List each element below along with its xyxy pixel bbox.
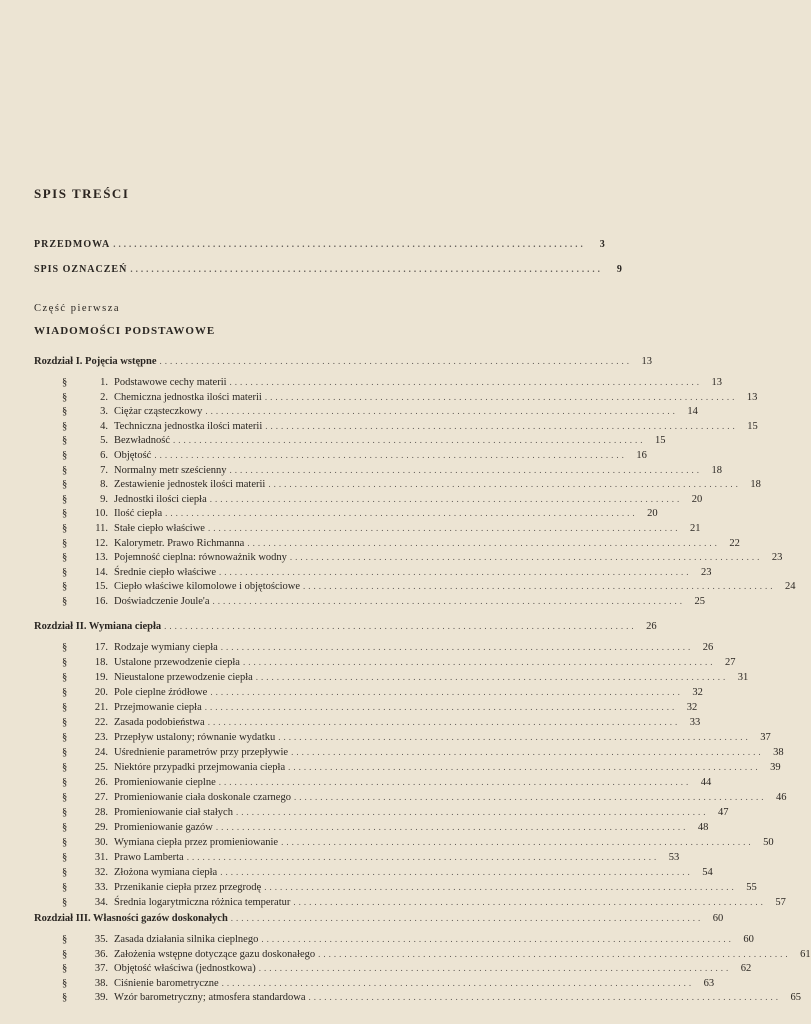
section-row [62,434,666,447]
section-number: 10. [94,508,108,519]
section-symbol: § [62,867,68,878]
section-title: Ustalone przewodzenie ciepła [114,657,240,668]
section-number: 14. [94,567,108,578]
section-label [62,686,210,699]
leader-dots: .......................................................................................... [264,882,737,892]
leader-dots: .......................................................................................... [303,581,776,591]
section-page: 47 [717,807,729,818]
section-number: 30. [94,837,108,848]
leader-dots: .......................................................................................... [220,867,693,877]
section-label [62,566,219,579]
leader-dots: .......................................................................................... [247,538,720,548]
section-row [62,391,758,404]
section-page: 62 [740,963,752,974]
section-number: 12. [94,538,108,549]
section-number: 37. [94,963,108,974]
leader-dots: .......................................................................................... [212,596,685,606]
section-symbol: § [62,702,68,713]
entry-label: SPIS OZNACZEŃ [34,264,128,275]
section-number: 19. [94,672,108,683]
section-symbol: § [62,807,68,818]
section-symbol: § [62,596,68,607]
section-label [62,761,288,774]
section-title: Niektóre przypadki przejmowania ciepła [114,762,286,773]
section-number: 29. [94,822,108,833]
section-symbol: § [62,687,68,698]
section-row [62,580,796,593]
chapter-label: Rozdział III. Własności gazów doskonałych [34,913,228,924]
leader-dots: .......................................................................................... [265,421,738,431]
section-row [62,866,713,879]
leader-dots: .......................................................................................... [289,552,763,562]
section-label [62,376,230,389]
section-label [62,580,303,593]
leader-dots: .......................................................................................... [258,963,732,973]
section-row [62,507,658,520]
section-page: 13 [746,392,758,403]
section-label [62,836,281,849]
section-page: 55 [746,882,757,893]
section-page: 27 [724,657,736,668]
section-label [62,391,265,404]
section-label [62,933,261,946]
section-row [62,896,786,909]
entry-page: 3 [599,239,606,250]
section-page: 57 [775,897,786,908]
section-page: 38 [773,747,784,758]
section-title: Rodzaje wymiany ciepła [114,642,218,653]
section-number: 5. [100,435,108,446]
section-label [62,948,318,961]
section-symbol: § [62,717,68,728]
section-symbol: § [62,822,68,833]
leader-dots: .......................................................................................... [113,239,586,249]
leader-dots: .......................................................................................... [281,837,754,847]
section-page: 44 [700,777,712,788]
section-row [62,716,701,729]
section-row [62,566,712,579]
leader-dots: .......................................................................................... [209,494,683,504]
section-row [62,731,771,744]
section-title: Objętość [114,450,152,461]
section-symbol: § [62,762,68,773]
page-title: SPIS TREŚCI [34,186,130,201]
section-page: 22 [729,538,740,549]
section-row [62,449,647,462]
section-symbol: § [62,494,68,505]
section-row [62,791,787,804]
section-title: Średnia logarytmiczna różnica temperatur [114,897,291,908]
section-symbol: § [62,963,68,974]
section-label [62,977,222,990]
section-symbol: § [62,450,68,461]
section-title: Objętość właściwa (jednostkowa) [114,963,256,974]
section-symbol: § [62,657,68,668]
section-label [62,866,220,879]
section-page: 61 [800,949,811,960]
section-number: 9. [100,494,108,505]
leader-dots: .......................................................................................... [261,934,734,944]
section-row [62,551,783,564]
leader-dots: .......................................................................................... [130,264,603,274]
section-title: Przepływ ustalony; równanie wydatku [114,732,276,743]
chapter-row [34,355,652,368]
section-page: 46 [775,792,787,803]
section-row [62,948,811,961]
section-label [62,821,216,834]
section-label [62,791,294,804]
section-title: Techniczna jednostka ilości materii [114,421,263,432]
section-label [62,881,264,894]
section-number: 22. [94,717,108,728]
part-label: Część pierwsza [34,303,121,314]
section-number: 2. [100,392,108,403]
section-page: 24 [785,581,796,592]
section-title: Ciepło właściwe kilomolowe i objętościowe [114,581,301,592]
section-number: 35. [94,934,108,945]
section-page: 16 [636,450,647,461]
section-symbol: § [62,852,68,863]
leader-dots: .......................................................................................... [220,642,694,652]
section-label [62,537,247,550]
chapter-page: 60 [712,913,724,924]
section-symbol: § [62,508,68,519]
chapter-label: Rozdział II. Wymiana ciepła [34,621,162,632]
section-symbol: § [62,465,68,476]
section-page: 23 [701,567,712,578]
section-page: 18 [750,479,761,490]
section-title: Podstawowe cechy materii [114,377,227,388]
section-page: 39 [770,762,781,773]
section-number: 28. [94,807,108,818]
section-row [62,641,714,654]
section-symbol: § [62,672,68,683]
section-number: 31. [94,852,108,863]
section-title: Jednostki ilości ciepła [114,494,207,505]
section-number: 33. [94,882,108,893]
section-number: 20. [94,687,108,698]
section-number: 21. [94,702,108,713]
leader-dots: .......................................................................................... [204,702,678,712]
section-label [62,464,230,477]
section-label [62,746,291,759]
chapter-label: Rozdział I. Pojęcia wstępne [34,356,157,367]
section-title: Założenia wstępne dotyczące gazu doskonałego [114,949,316,960]
section-page: 25 [694,596,705,607]
section-number: 3. [100,406,108,417]
section-row [62,821,709,834]
section-symbol: § [62,421,68,432]
section-page: 20 [691,494,703,505]
section-row [62,962,752,975]
leader-dots: .......................................................................................... [229,465,703,475]
section-title: Promieniowanie ciała doskonale czarnego [114,792,291,803]
section-label [62,522,208,535]
leader-dots: .......................................................................................... [278,732,751,742]
section-number: 38. [94,978,108,989]
section-title: Przenikanie ciepła przez przegrodę [114,882,262,893]
section-label [62,701,205,714]
leader-dots: .......................................................................................... [154,450,627,460]
section-label [62,851,187,864]
section-label [62,991,309,1004]
section-row [62,806,729,819]
section-page: 37 [760,732,771,743]
section-symbol: § [62,747,68,758]
section-symbol: § [62,949,68,960]
entry-page: 9 [616,264,623,275]
leader-dots: .......................................................................................... [219,567,692,577]
section-label [62,449,154,462]
section-row [62,405,698,418]
section-label [62,551,290,564]
section-symbol: § [62,792,68,803]
leader-dots: .......................................................................................... [164,621,637,631]
section-page: 31 [737,672,749,683]
section-symbol: § [62,392,68,403]
section-row [62,977,715,990]
leader-dots: .......................................................................................... [288,762,761,772]
leader-dots: .......................................................................................... [165,508,638,518]
leader-dots: .......................................................................................... [172,435,646,445]
section-symbol: § [62,377,68,388]
section-number: 15. [94,581,108,592]
section-row [62,836,774,849]
section-title: Wzór barometryczny; atmosfera standardowa [114,992,306,1003]
section-row [62,746,784,759]
section-row [62,701,698,714]
section-title: Zasada działania silnika cieplnego [114,934,259,945]
section-label [62,405,205,418]
leader-dots: .......................................................................................... [230,913,704,923]
leader-dots: .......................................................................................... [159,356,632,366]
section-title: Promieniowanie cieplne [114,777,216,788]
section-page: 63 [703,978,715,989]
leader-dots: .......................................................................................... [221,978,695,988]
section-title: Nieustalone przewodzenie ciepła [114,672,253,683]
section-label [62,595,212,608]
section-symbol: § [62,581,68,592]
section-title: Ilość ciepła [114,508,163,519]
toc-front-entry [34,238,606,251]
section-symbol: § [62,777,68,788]
section-number: 8. [100,479,108,490]
chapter-row [34,620,657,633]
part-title: WIADOMOŚCI PODSTAWOWE [34,325,216,337]
chapter-page: 13 [641,356,652,367]
section-number: 11. [95,523,108,534]
section-number: 26. [94,777,108,788]
leader-dots: .......................................................................................... [291,747,764,757]
section-label [62,656,243,669]
leader-dots: .......................................................................................... [210,687,683,697]
section-title: Normalny metr sześcienny [114,465,227,476]
section-title: Pojemność cieplna: równoważnik wodny [114,552,287,563]
section-number: 17. [94,642,108,653]
section-title: Wymiana ciepła przez promieniowanie [114,837,279,848]
section-label [62,493,210,506]
section-page: 14 [687,406,698,417]
leader-dots: .......................................................................................... [293,792,767,802]
leader-dots: .......................................................................................... [242,657,716,667]
section-row [62,851,680,864]
section-number: 25. [94,762,108,773]
section-page: 15 [747,421,758,432]
section-title: Promieniowanie ciał stałych [114,807,233,818]
section-number: 4. [100,421,108,432]
leader-dots: .......................................................................................... [293,897,766,907]
section-row [62,776,712,789]
section-label [62,776,219,789]
section-number: 36. [94,949,108,960]
section-page: 60 [743,934,754,945]
section-page: 54 [702,867,713,878]
section-title: Średnie ciepło właściwe [114,567,217,578]
leader-dots: .......................................................................................... [218,777,692,787]
section-title: Ciśnienie barometryczne [114,978,219,989]
leader-dots: .......................................................................................... [229,377,703,387]
section-label [62,434,173,447]
section-label [62,507,165,520]
section-page: 50 [763,837,774,848]
section-label [62,478,268,491]
section-page: 48 [697,822,709,833]
section-title: Stałe ciepło właściwe [114,523,205,534]
section-title: Zasada podobieństwa [114,717,205,728]
section-symbol: § [62,897,68,908]
section-row [62,522,701,535]
section-page: 21 [689,523,701,534]
section-row [62,537,740,550]
section-row [62,478,761,491]
section-number: 23. [94,732,108,743]
section-number: 13. [94,552,108,563]
section-page: 32 [686,702,698,713]
section-row [62,493,703,506]
section-label [62,806,236,819]
section-label [62,420,265,433]
section-label [62,962,259,975]
section-row [62,420,758,433]
section-symbol: § [62,523,68,534]
section-row [62,656,736,669]
section-row [62,991,802,1004]
section-symbol: § [62,435,68,446]
section-row [62,933,754,946]
section-page: 15 [654,435,666,446]
section-title: Promieniowanie gazów [114,822,213,833]
section-symbol: § [62,479,68,490]
section-page: 20 [647,508,658,519]
section-page: 53 [668,852,680,863]
section-row [62,881,757,894]
section-title: Chemiczna jednostka ilości materii [114,392,262,403]
section-symbol: § [62,978,68,989]
section-label [62,641,221,654]
leader-dots: .......................................................................................... [235,807,709,817]
chapter-row [34,912,724,925]
section-label [62,671,256,684]
section-number: 27. [94,792,108,803]
section-label [62,731,278,744]
section-title: Zestawienie jednostek ilości materii [114,479,266,490]
section-page: 13 [711,377,723,388]
section-symbol: § [62,732,68,743]
section-number: 18. [94,657,108,668]
section-number: 6. [100,450,108,461]
section-title: Doświadczenie Joule'a [114,596,210,607]
section-row [62,686,703,699]
section-symbol: § [62,552,68,563]
chapter-page: 26 [646,621,657,632]
section-page: 32 [692,687,703,698]
section-row [62,376,723,389]
leader-dots: .......................................................................................... [268,479,741,489]
section-label [62,896,293,909]
leader-dots: .......................................................................................... [186,852,660,862]
leader-dots: .......................................................................................... [255,672,729,682]
leader-dots: .......................................................................................... [308,992,782,1002]
section-symbol: § [62,567,68,578]
section-row [62,595,705,608]
section-page: 23 [771,552,783,563]
section-title: Pole cieplne źródłowe [114,687,208,698]
section-title: Prawo Lamberta [114,852,184,863]
section-page: 18 [711,465,723,476]
section-page: 26 [702,642,714,653]
section-number: 1. [100,377,108,388]
section-symbol: § [62,538,68,549]
section-title: Uśrednienie parametrów przy przepływie [114,747,289,758]
leader-dots: .......................................................................................... [207,717,681,727]
leader-dots: .......................................................................................... [215,822,689,832]
section-symbol: § [62,406,68,417]
section-number: 16. [94,596,108,607]
section-symbol: § [62,992,68,1003]
section-symbol: § [62,882,68,893]
section-page: 65 [790,992,802,1003]
section-row [62,761,781,774]
section-title: Ciężar cząsteczkowy [114,406,203,417]
section-label [62,716,208,729]
toc-front-entry [34,263,623,276]
leader-dots: .......................................................................................... [207,523,681,533]
section-title: Złożona wymiana ciepła [114,867,218,878]
section-title: Bezwładność [114,435,170,446]
section-page: 33 [689,717,701,728]
entry-label: PRZEDMOWA [34,239,111,250]
section-symbol: § [62,642,68,653]
section-title: Kalorymetr. Prawo Richmanna [114,538,245,549]
section-number: 34. [94,897,108,908]
section-number: 24. [94,747,108,758]
section-row [62,464,723,477]
section-row [62,671,749,684]
section-number: 7. [100,465,108,476]
section-number: 32. [94,867,108,878]
section-number: 39. [94,992,108,1003]
section-symbol: § [62,837,68,848]
section-title: Przejmowanie ciepła [114,702,202,713]
leader-dots: .......................................................................................... [205,406,678,416]
leader-dots: .......................................................................................... [264,392,738,402]
section-symbol: § [62,934,68,945]
leader-dots: .......................................................................................... [318,949,791,959]
